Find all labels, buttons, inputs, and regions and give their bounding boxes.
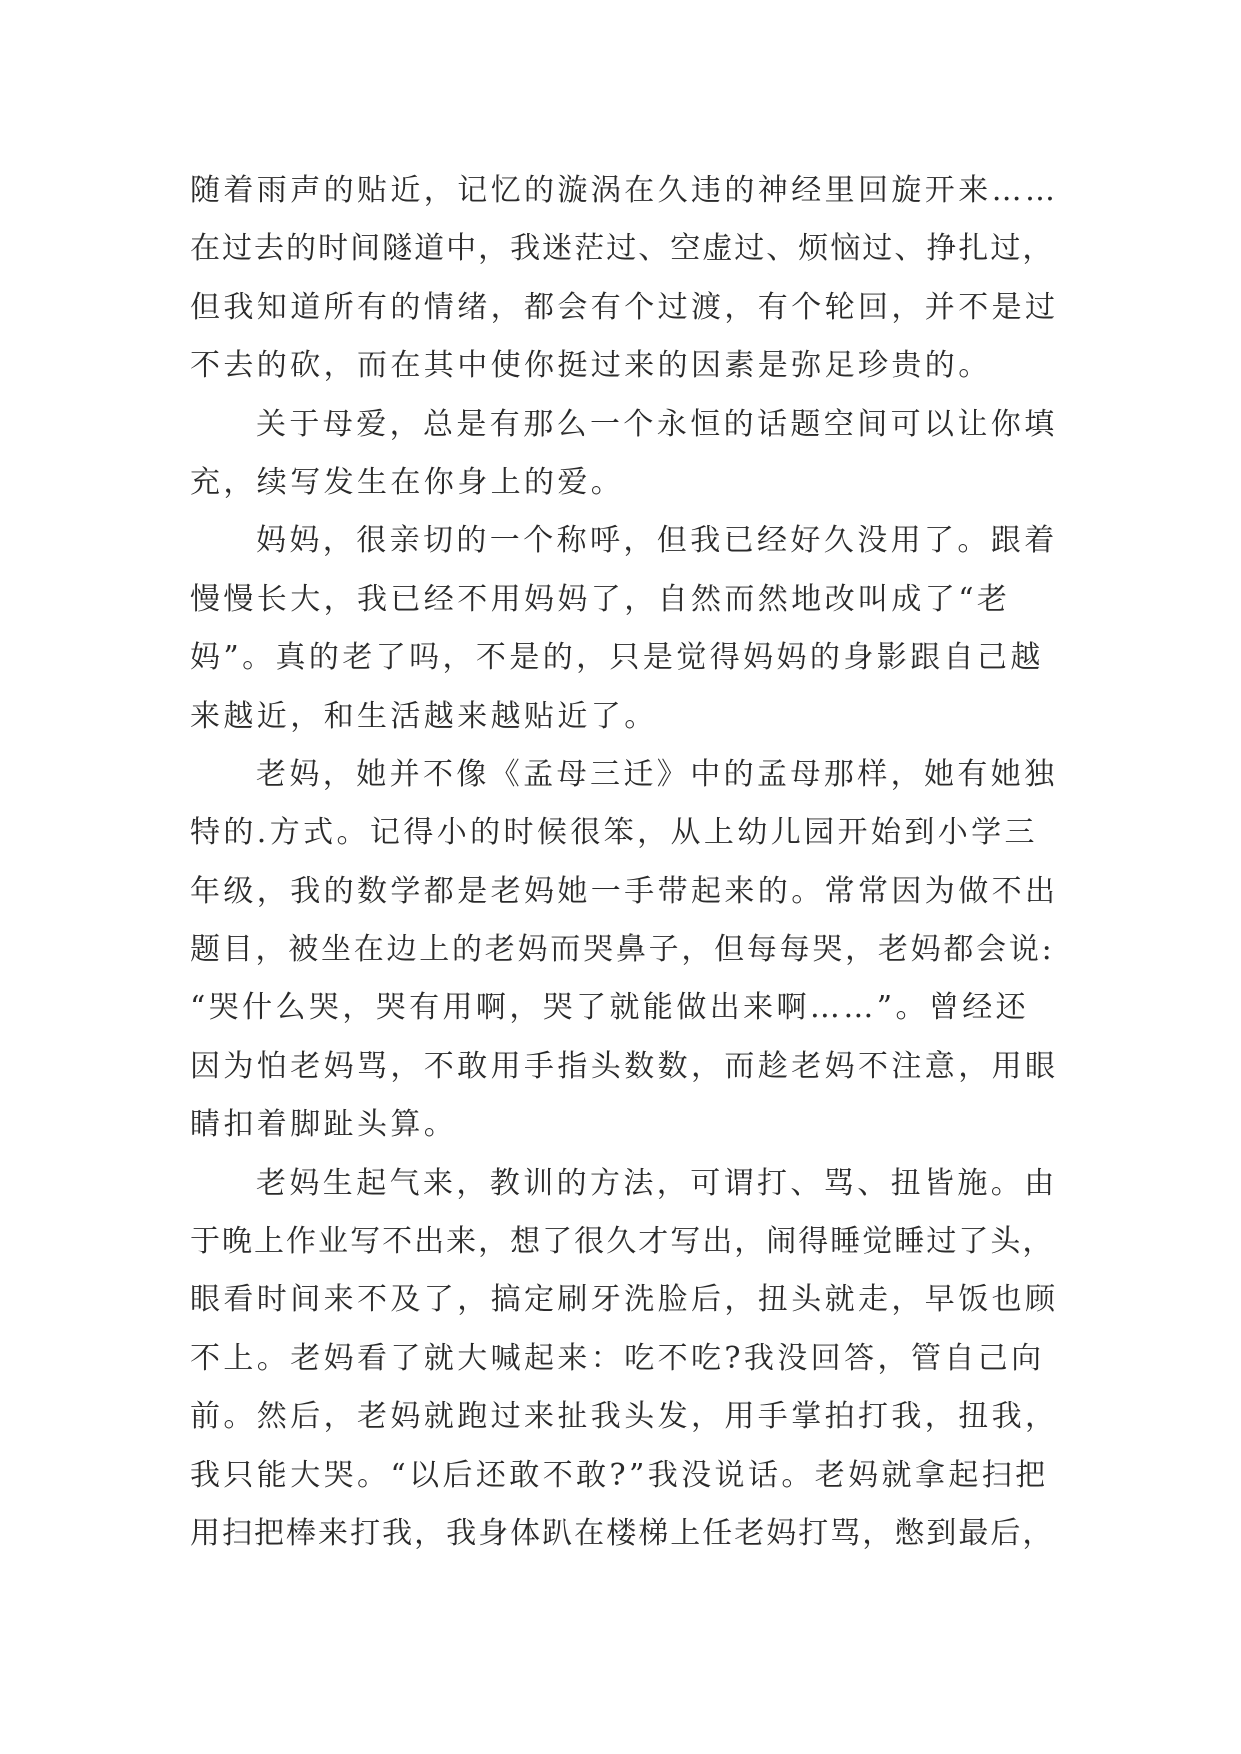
text-line: 特的.方式。记得小的时候很笨，从上幼儿园开始到小学三	[190, 815, 1038, 851]
text-line: 年级，我的数学都是老妈她一手带起来的。常常因为做不出	[190, 873, 1059, 909]
text-line: 眼看时间来不及了，搞定刷牙洗脸后，扭头就走，早饭也顾	[190, 1282, 1059, 1318]
paragraph-first-line: 老妈，她并不像《孟母三迁》中的孟母那样，她有她独	[256, 756, 1058, 792]
body-text	[190, 162, 1060, 1563]
paragraph-first-line: 老妈生起气来，教训的方法，可谓打、骂、扭皆施。由	[256, 1165, 1058, 1201]
paragraph-first-line: 关于母爱，总是有那么一个永恒的话题空间可以让你填	[256, 406, 1058, 442]
text-line: 但我知道所有的情绪，都会有个过渡，有个轮回，并不是过	[190, 289, 1059, 325]
text-line: 慢慢长大，我已经不用妈妈了，自然而然地改叫成了“老	[190, 581, 1011, 617]
text-line: 妈”。真的老了吗，不是的，只是觉得妈妈的身影跟自己越	[190, 640, 1044, 676]
text-line: 睛扣着脚趾头算。	[190, 1107, 458, 1143]
text-line: 来越近，和生活越来越贴近了。	[190, 698, 658, 734]
text-line: 充，续写发生在你身上的爱。	[190, 464, 625, 500]
text-line: 题目，被坐在边上的老妈而哭鼻子，但每每哭，老妈都会说:	[190, 932, 1055, 968]
text-line: 不去的砍，而在其中使你挺过来的因素是弥足珍贵的。	[190, 348, 992, 384]
text-line: 随着雨声的贴近，记忆的漩涡在久违的神经里回旋开来……	[190, 173, 1059, 208]
paragraph-first-line: 妈妈，很亲切的一个称呼，但我已经好久没用了。跟着	[256, 523, 1058, 559]
text-line: 我只能大哭。“以后还敢不敢?”我没说话。老妈就拿起扫把	[190, 1457, 1049, 1493]
text-line: “哭什么哭，哭有用啊，哭了就能做出来啊……”。曾经还	[190, 990, 1030, 1026]
text-line: 因为怕老妈骂，不敢用手指头数数，而趁老妈不注意，用眼	[190, 1048, 1059, 1084]
text-line: 在过去的时间隧道中，我迷茫过、空虚过、烦恼过、挣扎过，	[190, 231, 1055, 267]
text-line: 用扫把棒来打我，我身体趴在楼梯上任老妈打骂，憋到最后，	[190, 1515, 1055, 1551]
text-line: 于晚上作业写不出来，想了很久才写出，闹得睡觉睡过了头，	[190, 1224, 1055, 1260]
text-line: 不上。老妈看了就大喊起来：吃不吃?我没回答，管自己向	[190, 1340, 1045, 1376]
text-line: 前。然后，老妈就跑过来扯我头发，用手掌拍打我，扭我，	[190, 1399, 1059, 1435]
